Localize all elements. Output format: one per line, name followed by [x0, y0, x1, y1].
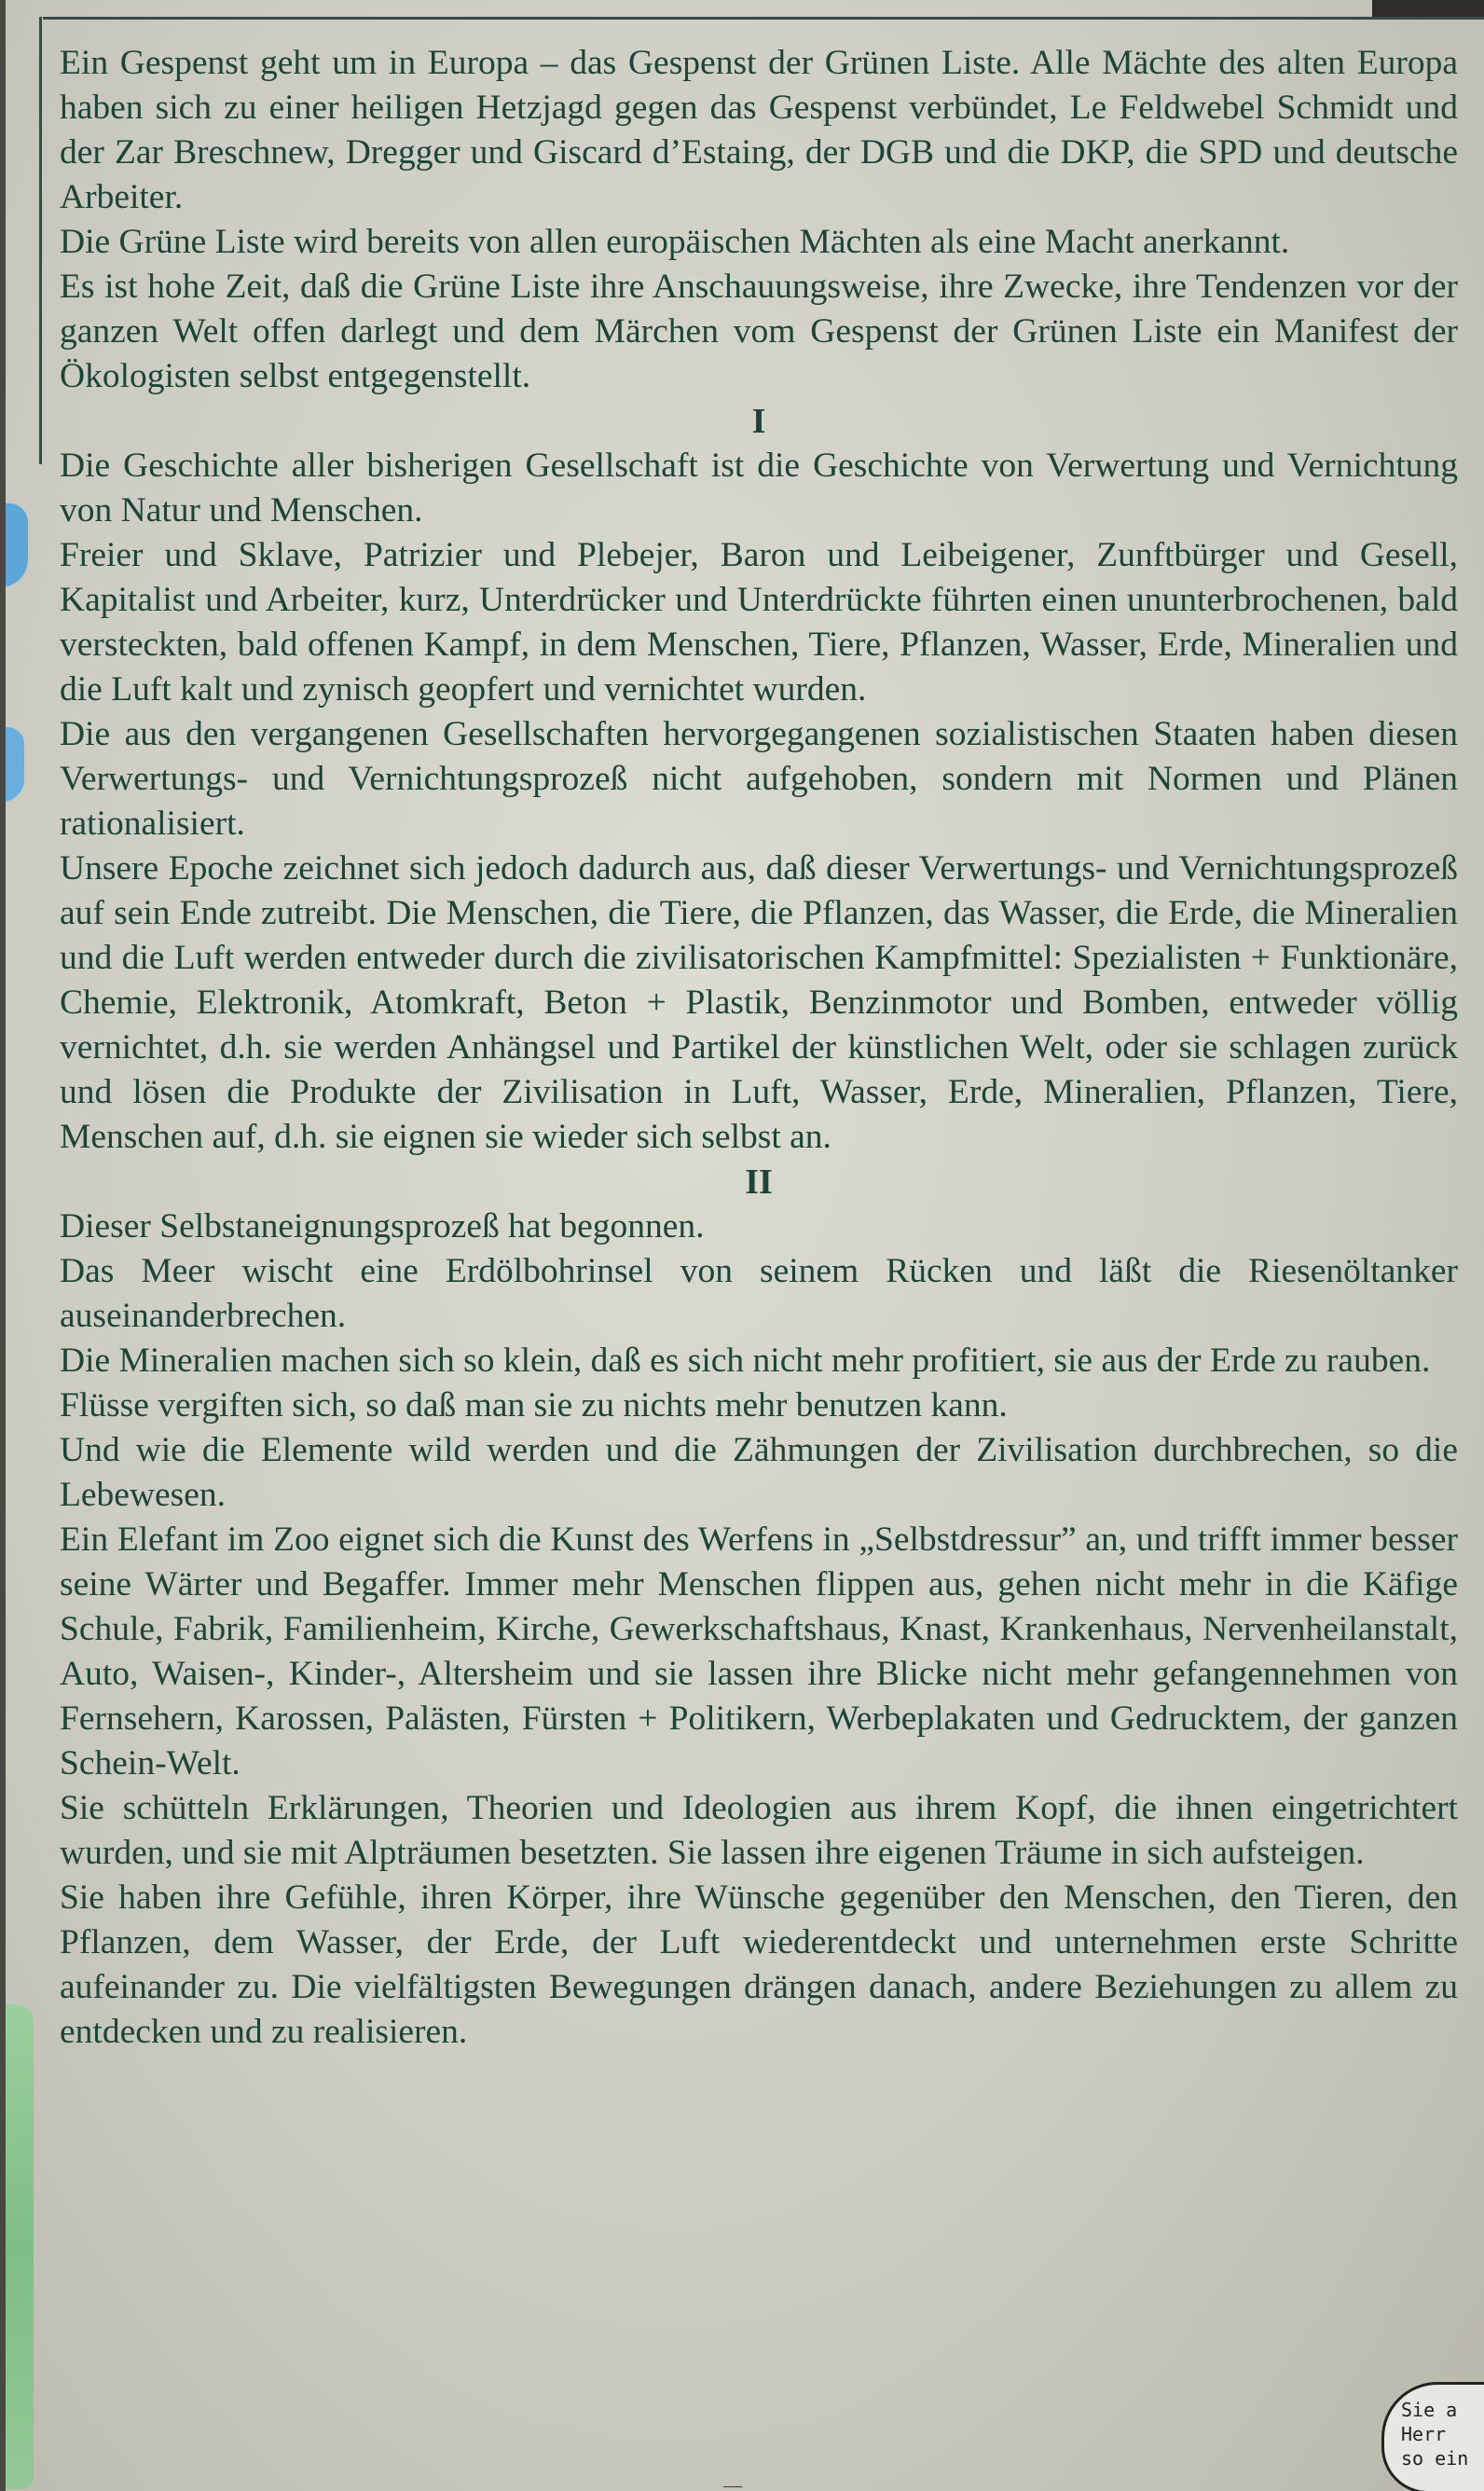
torn-corner: [1372, 0, 1484, 17]
manifesto-text: [60, 41, 1458, 2055]
intro-paragraph: Es ist hohe Zeit, daß die Grüne Liste ihre Anschauungsweise, ihre Zwecke, ihre Tendenzen vor der ganzen Welt offen darlegt und dem Märchen vom Gespenst der Grünen Liste ein Manifest der Ökologisten selbst entgegenstellt.: [60, 268, 1458, 395]
handwritten-line: Sie a: [1401, 2399, 1458, 2421]
section1-paragraph: Die Geschichte aller bisherigen Gesellschaft ist die Geschichte von Verwertung und Vernichtung von Natur und Menschen.: [60, 447, 1458, 530]
section2-paragraph: Die Mineralien machen sich so klein, daß es sich nicht mehr profitiert, sie aus der Erde zu rauben.: [60, 1342, 1431, 1380]
intro-paragraph: Ein Gespenst geht um in Europa – das Gespenst der Grünen Liste. Alle Mächte des alten Europa haben sich zu einer heiligen Hetzjagd gegen das Gespenst verbündet, Le Feldwebel Schmidt und der Zar Breschnew, Dregger und Giscard d’Estaing, der DGB und die DKP, die SPD und deutsche Arbeiter.: [60, 44, 1458, 216]
frame-left-rule: [39, 17, 42, 464]
intro-paragraph: Die Grüne Liste wird bereits von allen europäischen Mächten als eine Macht anerkannt.: [60, 223, 1290, 261]
frame-top-rule: [43, 17, 1484, 20]
torn-poster-scrap: [6, 2004, 34, 2489]
section-heading-1: I: [751, 402, 766, 441]
handwritten-line: so ein: [1401, 2447, 1469, 2470]
section2-paragraph: Das Meer wischt eine Erdölbohrinsel von seinem Rücken und läßt die Riesenöltanker auseinanderbrechen.: [60, 1252, 1458, 1335]
section1-paragraph: Die aus den vergangenen Gesellschaften hervorgegangenen sozialistischen Staaten haben diesen Verwertungs- und Vernichtungsprozeß nicht aufgehoben, sondern mit Normen und Plänen rationalisiert.: [60, 715, 1458, 843]
section2-paragraph: Dieser Selbstaneignungsprozeß hat begonnen.: [60, 1207, 705, 1246]
footer-mark: —: [723, 2475, 742, 2491]
handwritten-note: [1381, 2382, 1484, 2491]
section1-paragraph: Unsere Epoche zeichnet sich jedoch dadurch aus, daß dieser Verwertungs- und Vernichtungsprozeß auf sein Ende zutreibt. Die Menschen, die Tiere, die Pflanzen, das Wasser, die Erde, die Mineralien und die Luft werden entweder durch die zivilisatorischen Kampfmittel: Spezialisten + Funktionäre, Chemie, Elektronik, Atomkraft, Beton + Plastik, Benzinmotor und Bomben, entweder völlig vernichtet, d.h. sie werden Anhängsel und Partikel der künstlichen Welt, oder sie schlagen zurück und lösen die Produkte der Zivilisation in Luft, Wasser, Erde, Mineralien, Pflanzen, Tiere, Menschen auf, d.h. sie eignen sie wieder sich selbst an.: [60, 849, 1458, 1156]
handwritten-line: Herr: [1401, 2423, 1447, 2445]
torn-poster-scrap: [6, 727, 24, 802]
section-heading-2: II: [745, 1163, 773, 1202]
document-page: [6, 0, 1484, 2491]
section2-paragraph: Sie schütteln Erklärungen, Theorien und Ideologien aus ihrem Kopf, die ihnen eingetrichtert wurden, und sie mit Alpträumen besetzten. Sie lassen ihre eigenen Träume in sich aufsteigen.: [60, 1789, 1458, 1872]
section2-paragraph: Und wie die Elemente wild werden und die Zähmungen der Zivilisation durchbrechen, so die Lebewesen.: [60, 1431, 1458, 1514]
section2-paragraph: Flüsse vergiften sich, so daß man sie zu nichts mehr benutzen kann.: [60, 1386, 1008, 1424]
section2-paragraph: Ein Elefant im Zoo eignet sich die Kunst des Werfens in „Selbstdressur” an, und trifft immer besser seine Wärter und Begaffer. Immer mehr Menschen flippen aus, gehen nicht mehr in die Käfige Schule, Fabrik, Familienheim, Kirche, Gewerkschaftshaus, Knast, Krankenhaus, Nervenheilanstalt, Auto, Waisen-, Kinder-, Altersheim und sie lassen ihre Blicke nicht mehr gefangennehmen von Fernsehern, Karossen, Palästen, Fürsten + Politikern, Werbeplakaten und Gedrucktem, der ganzen Schein-Welt.: [60, 1521, 1458, 1782]
torn-poster-scrap: [6, 503, 28, 587]
section2-paragraph: Sie haben ihre Gefühle, ihren Körper, ihre Wünsche gegenüber den Menschen, den Tieren, den Pflanzen, dem Wasser, der Erde, der Luft wiederentdeckt und unternehmen erste Schritte aufeinander zu. Die vielfältigsten Bewegungen drängen danach, andere Beziehungen zu allem zu entdecken und zu realisieren.: [60, 1879, 1458, 2051]
section1-paragraph: Freier und Sklave, Patrizier und Plebejer, Baron und Leibeigener, Zunftbürger und Gesell, Kapitalist und Arbeiter, kurz, Unterdrücker und Unterdrückte führten einen ununterbrochenen, bald versteckten, bald offenen Kampf, in dem Menschen, Tiere, Pflanzen, Wasser, Erde, Mineralien und die Luft kalt und zynisch geopfert und vernichtet wurden.: [60, 536, 1458, 709]
